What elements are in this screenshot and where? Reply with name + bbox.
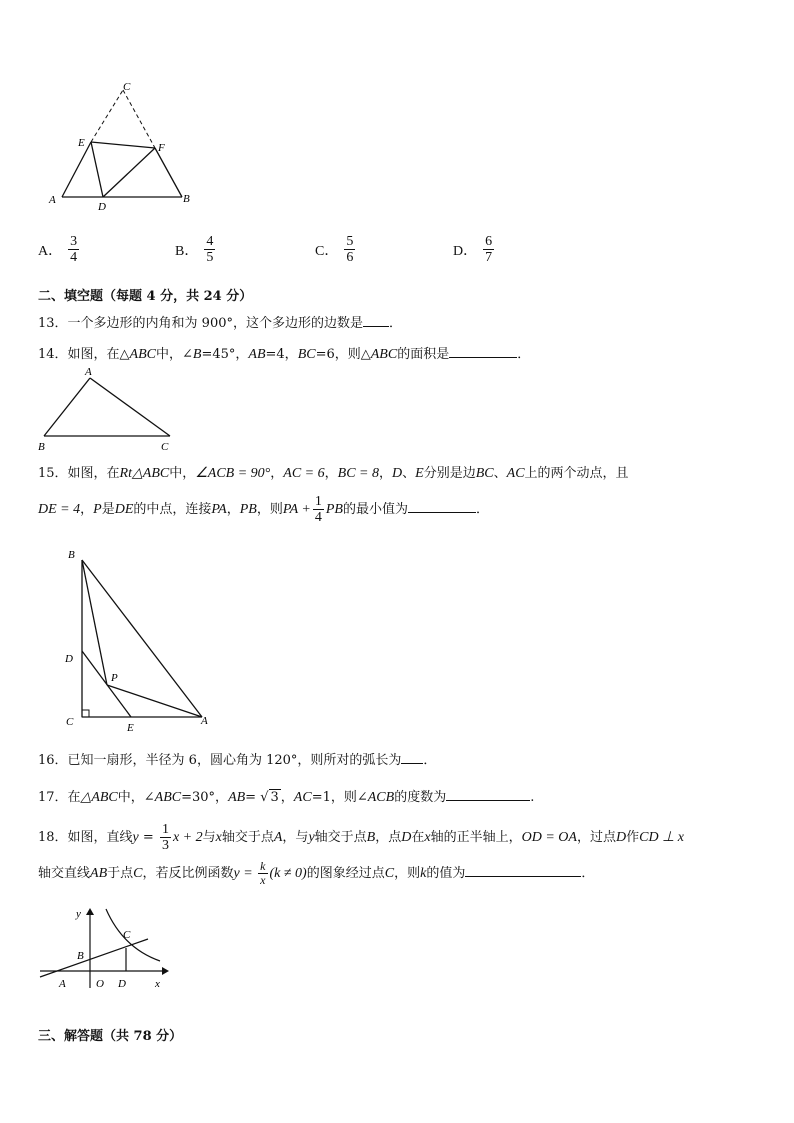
q15-text: ， — [379, 466, 393, 481]
q18-text: ，与 — [282, 830, 309, 845]
question-18 — [38, 822, 684, 853]
q14-text: 中，∠ — [156, 347, 193, 362]
q15-var: BC — [475, 466, 494, 481]
question-14 — [38, 343, 530, 363]
label-e: E — [127, 722, 134, 734]
q13-text: 13．一个多边形的内角和为 900°，这个多边形的边数是 — [38, 316, 363, 331]
label-c: C — [123, 81, 131, 93]
q18-var: D — [615, 830, 627, 845]
label-d: D — [65, 653, 73, 665]
label-p: P — [111, 672, 118, 684]
q17-var: △ABC — [80, 790, 118, 805]
q14-text: =45°， — [201, 347, 249, 362]
q14-text: =4， — [265, 347, 298, 362]
option-b[interactable] — [175, 234, 217, 265]
q18-text: ，过点 — [576, 830, 616, 845]
q17-text: 17．在 — [38, 790, 81, 805]
option-c[interactable] — [315, 234, 357, 265]
q18-var: C — [384, 866, 395, 881]
q15-text: 的中点，连接 — [133, 502, 212, 517]
option-label: C． — [315, 243, 339, 259]
q18-var: y = — [233, 866, 257, 881]
label-x: x — [155, 978, 160, 990]
q14-text: 14．如图，在△ — [38, 347, 130, 362]
answer-blank[interactable] — [401, 751, 423, 764]
label-a: A — [59, 978, 66, 990]
option-num: 4 — [206, 234, 214, 249]
q14-var: ABC — [129, 347, 156, 362]
label-a: A — [201, 715, 208, 727]
option-den: 4 — [70, 250, 78, 265]
q15-var: D — [392, 466, 403, 481]
figure-q12 — [45, 80, 195, 215]
q18-var: D — [401, 830, 412, 845]
fraction-den: x — [260, 873, 266, 887]
q16-end: ． — [423, 753, 437, 768]
option-a[interactable] — [38, 234, 81, 265]
label-b: B — [77, 950, 84, 962]
q18-var: y — [132, 830, 139, 845]
q18-var: x — [424, 830, 431, 845]
sqrt-value: 3 — [270, 790, 279, 805]
option-num: 6 — [485, 234, 493, 249]
q18-var: x — [215, 830, 222, 845]
q18-var: y — [308, 830, 315, 845]
q14-var: AB — [248, 347, 266, 362]
label-b: B — [183, 193, 190, 205]
answer-blank[interactable] — [363, 314, 389, 327]
answer-blank[interactable] — [408, 500, 476, 513]
figure-q15 — [60, 545, 220, 735]
q18-text: 轴交于点 — [221, 830, 274, 845]
q15-var: PA — [211, 502, 227, 517]
q18-var: (k ≠ 0) — [269, 866, 307, 881]
label-d: D — [98, 201, 106, 213]
q18-text: 与 — [202, 830, 216, 845]
q14-text: 的面积是 — [397, 347, 450, 362]
option-den: 6 — [346, 250, 354, 265]
question-17 — [38, 786, 534, 806]
figure-q14 — [35, 362, 185, 454]
q18-var: C — [133, 866, 143, 881]
q15-text: ， — [226, 502, 240, 517]
option-den: 5 — [206, 250, 214, 265]
q15-var: PA + — [282, 502, 311, 517]
section3-title: 三、解答题（共 78 分） — [38, 1029, 183, 1044]
q18-var: x + 2 — [172, 830, 203, 845]
q15-end: ． — [475, 502, 489, 517]
q15-text: 、 — [402, 466, 416, 481]
label-b: B — [68, 549, 75, 561]
q18-text: 在 — [411, 830, 425, 845]
q17-var: AB — [228, 790, 246, 805]
q15-var: P — [93, 502, 102, 517]
answer-blank[interactable] — [446, 788, 530, 801]
q18-var: AB — [90, 866, 108, 881]
q18-text: 18．如图，直线 — [38, 830, 133, 845]
q18-end: ． — [581, 866, 595, 881]
q15-var: E — [415, 466, 424, 481]
fraction-den: 3 — [161, 838, 169, 853]
q18-text: 轴交于点 — [314, 830, 367, 845]
option-den: 7 — [485, 250, 493, 265]
q18-text: 作 — [626, 830, 640, 845]
label-a: A — [85, 366, 92, 378]
label-c: C — [161, 441, 169, 453]
q15-text: ， — [270, 466, 284, 481]
q15-text: 中， — [169, 466, 196, 481]
q17-var: ABC — [154, 790, 182, 805]
q17-var: AC — [293, 790, 312, 805]
q15-text: 上的两个动点，且 — [524, 466, 629, 481]
fraction-den: 4 — [314, 510, 322, 525]
q18-text: 轴的正半轴上， — [430, 830, 522, 845]
q17-text: ， — [280, 790, 294, 805]
q15-var: △ABC — [132, 466, 170, 481]
q15-var: DE — [114, 502, 134, 517]
q17-text: = — [245, 790, 261, 805]
option-d[interactable] — [453, 234, 496, 265]
q18-text: ，点 — [375, 830, 402, 845]
q14-end: ． — [517, 347, 531, 362]
question-15 — [38, 462, 629, 482]
label-f: F — [158, 142, 165, 154]
label-y: y — [76, 908, 81, 920]
q18-text: ，则 — [394, 866, 421, 881]
q15-var: PB — [239, 502, 257, 517]
q16-text: 16．已知一扇形，半径为 6，圆心角为 120°，则所对的弧长为 — [38, 753, 402, 768]
q18-text: ，若反比例函数 — [142, 866, 234, 881]
q14-var: B — [192, 347, 202, 362]
q17-var: ACB — [367, 790, 395, 805]
q18-text: 轴交直线 — [38, 866, 91, 881]
q15-text: 是 — [101, 502, 115, 517]
figure-q18 — [38, 903, 173, 993]
q15-var: BC = 8 — [337, 466, 379, 481]
section2-title: 二、填空题（每题 4 分，共 24 分） — [38, 289, 253, 304]
option-label: D． — [453, 243, 478, 259]
q18-var: B — [366, 830, 376, 845]
label-e: E — [78, 137, 85, 149]
option-num: 3 — [70, 234, 78, 249]
q15-var: PB — [325, 502, 343, 517]
q14-var: ABC — [370, 347, 398, 362]
question-16 — [38, 749, 436, 768]
question-18-line2 — [38, 860, 594, 887]
q17-text: =30°， — [181, 790, 229, 805]
q14-text: =6，则△ — [315, 347, 371, 362]
q17-text: =1，则∠ — [311, 790, 368, 805]
option-label: B． — [175, 243, 199, 259]
sqrt-sign: √ — [260, 790, 269, 805]
q15-var: Rt — [119, 466, 132, 481]
q18-var: OD = OA — [521, 830, 577, 845]
question-15-line2 — [38, 494, 489, 525]
fraction-num: 1 — [161, 822, 169, 837]
question-13 — [38, 312, 402, 331]
q18-var: A — [273, 830, 283, 845]
label-c: C — [123, 929, 131, 941]
q14-var: BC — [297, 347, 316, 362]
q18-var: CD ⊥ x — [639, 830, 684, 845]
q13-end: ． — [389, 316, 403, 331]
q17-text: 的度数为 — [394, 790, 447, 805]
q15-text: 分别是边 — [423, 466, 476, 481]
q17-end: . — [530, 790, 535, 805]
q15-text: 15．如图，在 — [38, 466, 120, 481]
option-label: A． — [38, 243, 63, 259]
q15-text: ，则 — [256, 502, 283, 517]
q15-text: 的最小值为 — [342, 502, 408, 517]
q18-text: 的图象经过点 — [306, 866, 385, 881]
q17-text: 中，∠ — [117, 790, 155, 805]
label-a: A — [49, 194, 56, 206]
label-o: O — [96, 978, 104, 990]
fraction-num: k — [260, 859, 266, 873]
q15-text: ， — [324, 466, 338, 481]
option-num: 5 — [346, 234, 354, 249]
q15-text: 、 — [493, 466, 507, 481]
answer-blank[interactable] — [449, 345, 517, 358]
q18-var: k — [420, 866, 427, 881]
label-c: C — [66, 716, 74, 728]
q15-var: ∠ACB = 90° — [195, 466, 271, 481]
q15-var: AC — [506, 466, 525, 481]
fraction-num: 1 — [314, 494, 322, 509]
q18-text: 的值为 — [426, 866, 466, 881]
q15-var: AC = 6 — [283, 466, 325, 481]
answer-blank[interactable] — [465, 864, 581, 877]
q18-text: = — [138, 830, 158, 845]
q15-var: DE = 4 — [38, 502, 81, 517]
q15-text: ， — [80, 502, 94, 517]
q18-text: 于点 — [107, 866, 134, 881]
label-b: B — [38, 441, 45, 453]
label-d: D — [118, 978, 126, 990]
